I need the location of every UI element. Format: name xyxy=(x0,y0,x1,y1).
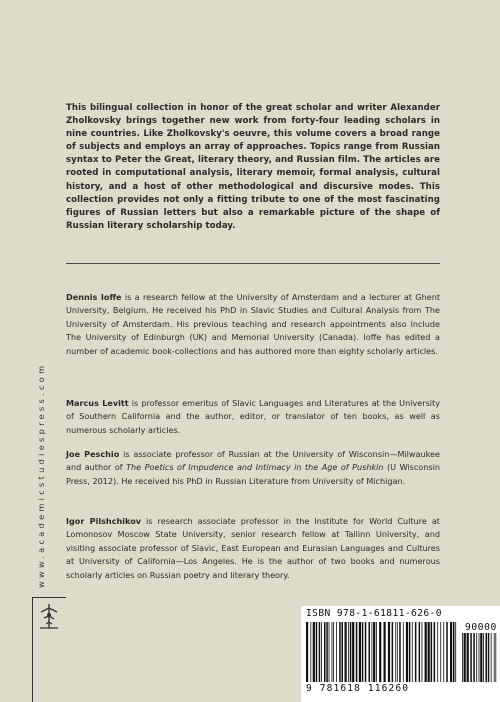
logo-frame-vertical-rule xyxy=(32,597,33,702)
author-bio-igor-pilshchikov xyxy=(66,515,440,582)
book-description: This bilingual collection in honor of the great scholar and writer Alexander Zholkovsky brings together new work from forty-four leading scholars in nine countries. Like Zholkovsky's oeuvre, this volume covers a broad range of subjects and employs an array of approaches. Topics range from Russian syntax to Peter the Great, literary theory, and Russian film. The articles are rooted in computational analysis, literary memoir, formal analysis, cultural history, and a host of other methodological and discursive modes. This collection provides not only a fitting tribute to one of the most fascinating figures of Russian letters but also a remarkable picture of the shape of Russian literary scholarship today. xyxy=(66,103,440,231)
author-bio-marcus-levitt xyxy=(66,397,440,437)
isbn-number: ISBN 978-1-61811-626-0 xyxy=(306,608,442,619)
publisher-url: www.academicstudiespress.com xyxy=(36,362,46,588)
section-divider xyxy=(66,263,440,264)
author-bio-text: is research associate professor in the Institute for World Culture at Lomonosov Moscow State University, senior research fellow at Tallinn University, and visiting associate professor of Slavic, East European and Eurasian Languages and Cultures at University of California—Los Angeles. He is the author of two books and numerous scholarly articles on Russian poetry and literary theory. xyxy=(66,516,440,580)
logo-frame-horizontal-rule xyxy=(32,597,66,598)
author-bio-text: is professor emeritus of Slavic Languages and Literatures at the University of Southern California and the author, editor, or translator of ten books, as well as numerous scholarly articles. xyxy=(66,398,441,435)
author-name: Dennis Ioffe xyxy=(66,292,122,302)
barcode-digits: 9 781618 116260 xyxy=(306,683,410,694)
price-code: 90000 xyxy=(465,622,497,633)
price-addon-barcode xyxy=(462,633,498,682)
author-name: Marcus Levitt xyxy=(66,398,129,408)
author-bio-dennis-ioffe xyxy=(66,291,440,358)
book-title: The Poetics of Impudence and Intimacy in the Age of Pushkin xyxy=(126,462,384,473)
author-name: Joe Peschio xyxy=(66,449,120,459)
author-bio-text: is a research fellow at the University of Amsterdam and a lecturer at Ghent University, Belgium. He received his PhD in Slavic Studies and Cultural Analysis from The University of Amsterdam. His previous teaching and research appointments also include The University of Edinburgh (UK) and Memorial University (Canada). Ioffe has edited a number of academic book-collections and has authored more than eighty scholarly articles. xyxy=(66,292,440,356)
publisher-logo-icon xyxy=(37,603,61,629)
author-name: Igor Pilshchikov xyxy=(66,516,142,526)
author-bio-joe-peschio xyxy=(66,448,440,488)
author-bio-text: is associate professor of Russian at the University of Wisconsin—Milwaukee and author of xyxy=(66,449,440,473)
ean-barcode xyxy=(306,622,458,682)
author-bio-text: (U Wisconsin Press, 2012). He received his PhD in Russian Literature from University of Michigan. xyxy=(66,462,440,486)
